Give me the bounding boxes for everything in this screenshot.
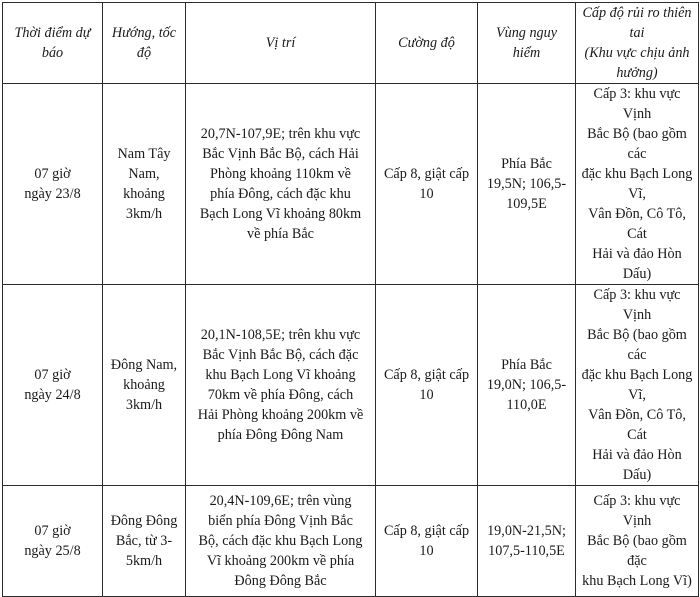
cell-risk-level: Cấp 3: khu vực Vịnh Bắc Bộ (bao gồm đặc khu Bạch Long Vĩ)	[576, 486, 699, 597]
cell-direction: Nam Tây Nam, khoảng 3km/h	[103, 84, 186, 285]
table-row	[3, 486, 699, 597]
cell-danger-zone: 19,0N-21,5N; 107,5-110,5E	[478, 486, 576, 597]
cell-time: 07 giờ ngày 25/8	[3, 486, 103, 597]
storm-forecast-table	[2, 2, 699, 597]
cell-position: 20,1N-108,5E; trên khu vực Bắc Vịnh Bắc Bộ, cách đặc khu Bạch Long Vĩ khoảng 70km về phía Đông, cách Hải Phòng khoảng 200km về phía Đông Đông Nam	[186, 285, 376, 486]
table-row	[3, 84, 699, 285]
header-direction-speed: Hướng, tốc độ	[103, 3, 186, 84]
table-row	[3, 285, 699, 486]
cell-risk-level: Cấp 3: khu vực Vịnh Bắc Bộ (bao gồm các đặc khu Bạch Long Vĩ, Vân Đồn, Cô Tô, Cát Hải và đảo Hòn Dấu)	[576, 84, 699, 285]
cell-direction: Đông Đông Bắc, từ 3- 5km/h	[103, 486, 186, 597]
header-forecast-time: Thời điểm dự báo	[3, 3, 103, 84]
table-header-row	[3, 3, 699, 84]
cell-direction: Đông Nam, khoảng 3km/h	[103, 285, 186, 486]
cell-time: 07 giờ ngày 23/8	[3, 84, 103, 285]
cell-intensity: Cấp 8, giật cấp 10	[376, 84, 478, 285]
header-position: Vị trí	[186, 3, 376, 84]
cell-danger-zone: Phía Bắc 19,5N; 106,5- 109,5E	[478, 84, 576, 285]
cell-intensity: Cấp 8, giật cấp 10	[376, 486, 478, 597]
cell-risk-level: Cấp 3: khu vực Vịnh Bắc Bộ (bao gồm các đặc khu Bạch Long Vĩ, Vân Đồn, Cô Tô, Cát Hải và đảo Hòn Dấu)	[576, 285, 699, 486]
cell-position: 20,7N-107,9E; trên khu vực Bắc Vịnh Bắc Bộ, cách Hải Phòng khoảng 110km về phía Đông, cách đặc khu Bạch Long Vĩ khoảng 80km về phía Bắc	[186, 84, 376, 285]
header-danger-zone: Vùng nguy hiểm	[478, 3, 576, 84]
cell-danger-zone: Phía Bắc 19,0N; 106,5- 110,0E	[478, 285, 576, 486]
header-intensity: Cường độ	[376, 3, 478, 84]
cell-intensity: Cấp 8, giật cấp 10	[376, 285, 478, 486]
cell-time: 07 giờ ngày 24/8	[3, 285, 103, 486]
cell-position: 20,4N-109,6E; trên vùng biển phía Đông Vịnh Bắc Bộ, cách đặc khu Bạch Long Vĩ khoảng 200km về phía Đông Đông Bắc	[186, 486, 376, 597]
header-risk-level: Cấp độ rủi ro thiên tai (Khu vực chịu ảnh hưởng)	[576, 3, 699, 84]
